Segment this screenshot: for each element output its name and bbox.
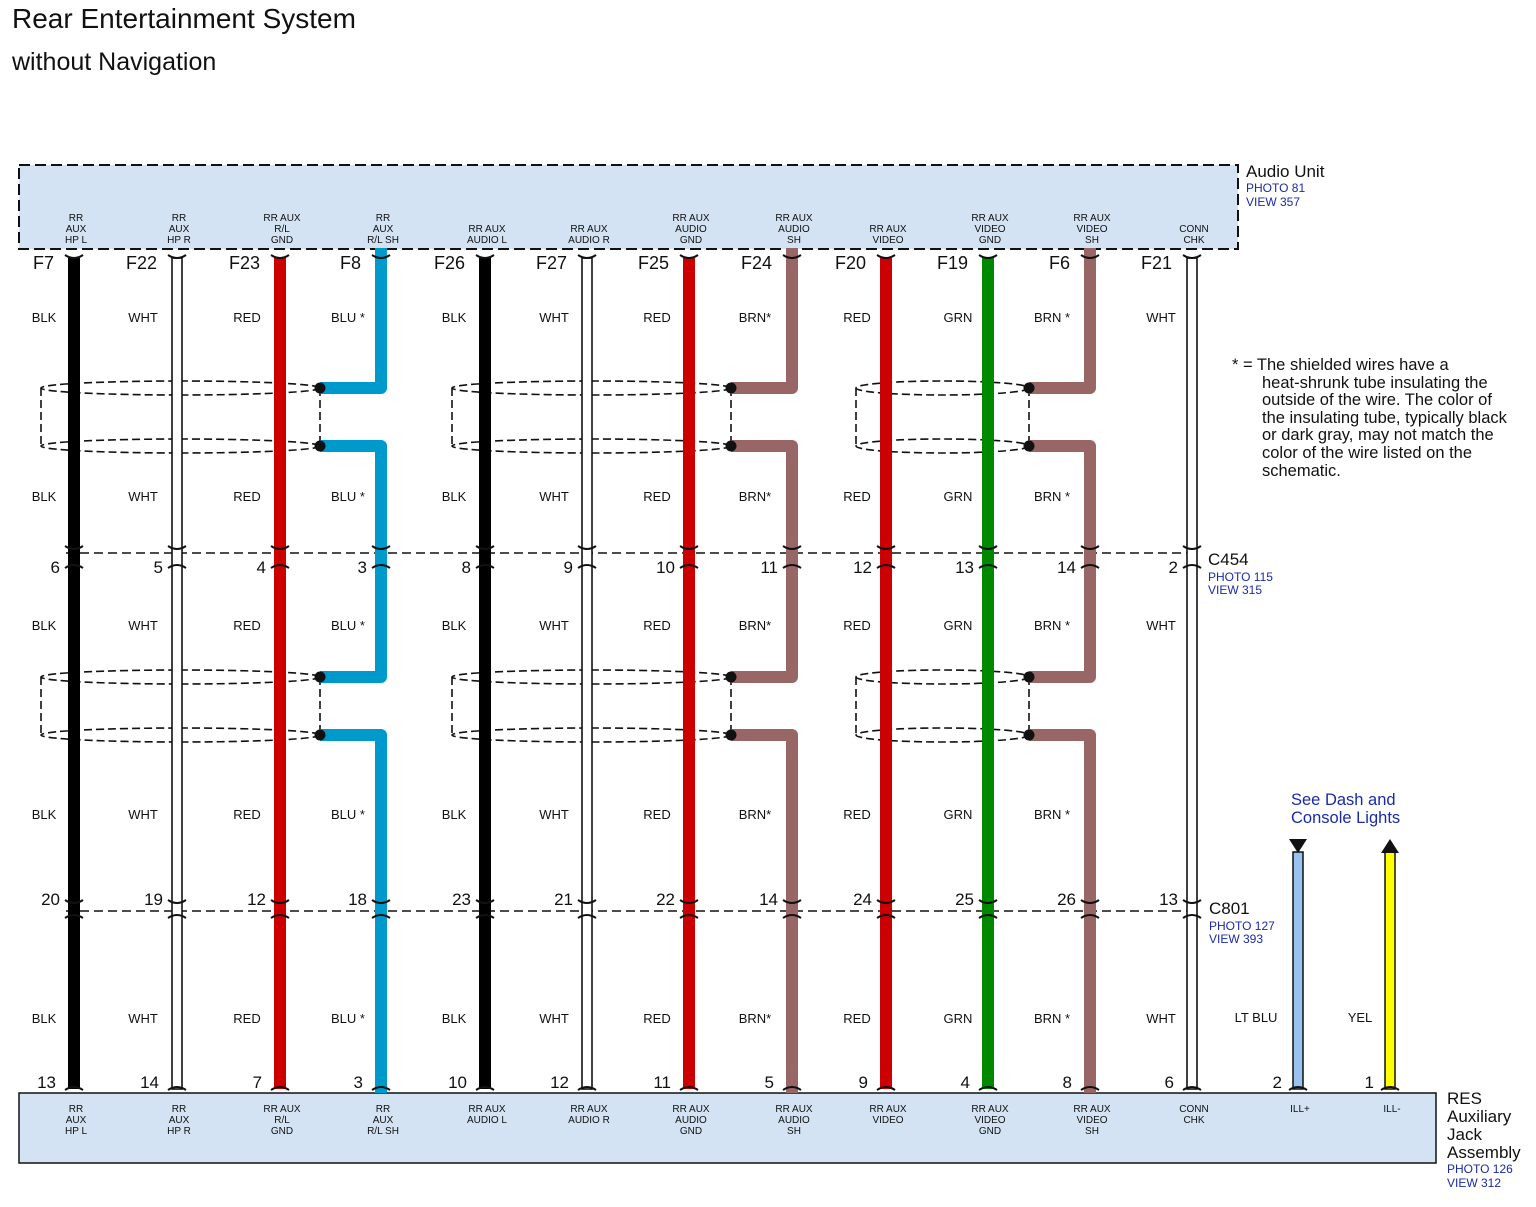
res-pin-label: RR AUX <box>1073 1104 1111 1115</box>
audio-unit-pin-label: AUDIO L <box>466 235 508 246</box>
c454-pin-number: 6 <box>50 558 60 577</box>
shield-drain-dot <box>1024 672 1035 683</box>
wire-color-label: BLU * <box>331 807 365 822</box>
res-pin-number: 4 <box>960 1073 970 1092</box>
audio-unit-pin-label: RR AUX <box>1073 213 1111 224</box>
res-view-ref: VIEW 312 <box>1447 1176 1502 1190</box>
wire-color-label: RED <box>233 310 261 325</box>
wire-wht <box>1187 258 1197 1089</box>
res-pin-label: RR <box>375 1104 391 1115</box>
audio-unit-pin-number: F20 <box>834 253 866 273</box>
page-subtitle: without Navigation <box>12 48 217 76</box>
res-pin-number: 11 <box>653 1073 671 1092</box>
c801-name: C801 <box>1209 899 1250 918</box>
c454-pin-number: 14 <box>1057 558 1076 577</box>
audio-unit-pin-label: VIDEO <box>872 235 904 246</box>
audio-unit-pin-mark <box>877 255 895 258</box>
audio-unit-pin-label: SH <box>787 235 801 246</box>
res-pin-label: RR AUX <box>570 1104 608 1115</box>
audio-unit-pin-label: RR AUX <box>775 213 813 224</box>
note-line: the insulating tube, typically black <box>1262 408 1507 427</box>
wire-color-label: RED <box>643 618 671 633</box>
c801-pin-number: 14 <box>759 890 778 909</box>
res-photo-ref: PHOTO 126 <box>1447 1162 1513 1176</box>
wire-color-label: YEL <box>1347 1010 1373 1025</box>
res-pin-label: GND <box>978 1126 1002 1137</box>
wire-wht <box>172 258 182 1089</box>
res-pin-label: AUDIO R <box>568 1115 610 1126</box>
wire-color-label: WHT <box>128 489 158 504</box>
res-pin-label: AUX <box>168 1115 190 1126</box>
res-assembly-name: RES <box>1447 1089 1482 1108</box>
note-line: or dark gray, may not match the <box>1262 426 1494 445</box>
audio-unit-pin-label: CHK <box>1183 235 1205 246</box>
audio-unit-pin-label: RR AUX <box>263 213 301 224</box>
audio-unit-pin-number: F22 <box>125 253 157 273</box>
wire-color-label: RED <box>843 618 871 633</box>
audio-unit-pin-label: CONN <box>1179 224 1209 235</box>
shield-drain-dot <box>315 672 326 683</box>
c454-pin-number: 11 <box>760 558 778 577</box>
res-pin-label: ILL- <box>1383 1104 1401 1115</box>
audio-unit-pin-label: RR <box>68 213 84 224</box>
c801-view-ref: VIEW 393 <box>1209 932 1264 946</box>
wire-color-label: RED <box>843 310 871 325</box>
audio-unit-pin-number: F6 <box>1048 253 1070 273</box>
wire-color-label: RED <box>233 807 261 822</box>
audio-unit-pin-label: RR <box>375 213 391 224</box>
res-pin-label: RR <box>171 1104 187 1115</box>
c454-pin-number: 12 <box>853 558 872 577</box>
res-pin-label: VIDEO <box>1076 1115 1108 1126</box>
c454-photo-ref: PHOTO 115 <box>1208 570 1273 584</box>
audio-unit-pin-label: RR <box>171 213 187 224</box>
res-pin-label: RR AUX <box>672 1104 710 1115</box>
wire-color-label: WHT <box>539 807 569 822</box>
shield-drain-dot <box>1024 730 1035 741</box>
wire-color-label: BRN* <box>738 310 772 325</box>
wire-color-label: BRN* <box>738 489 772 504</box>
wire-color-label: BLU * <box>331 489 365 504</box>
res-pin-number: 10 <box>448 1073 467 1092</box>
res-pin-label: AUDIO <box>778 1115 810 1126</box>
res-pin-label: AUX <box>372 1115 394 1126</box>
audio-unit-pin-label: R/L SH <box>367 235 399 246</box>
wire-color-label: BRN * <box>1033 310 1071 325</box>
audio-unit-pin-label: GND <box>270 235 294 246</box>
res-pin-label: RR AUX <box>775 1104 813 1115</box>
res-pin-label: ILL+ <box>1290 1104 1310 1115</box>
wire-color-label: BLU * <box>331 618 365 633</box>
res-assembly-name: Auxiliary <box>1447 1107 1512 1126</box>
wire-color-label: BLK <box>31 489 57 504</box>
wire-color-label: WHT <box>128 310 158 325</box>
wire-color-label: BRN* <box>738 807 772 822</box>
res-jack-connector <box>19 1093 1436 1163</box>
c801-pin-number: 21 <box>554 890 573 909</box>
audio-unit-pin-label: AUDIO <box>675 224 707 235</box>
res-pin-label: R/L SH <box>367 1126 399 1137</box>
wire-color-label: GRN <box>943 618 973 633</box>
wire-color-label: BLK <box>31 1011 57 1026</box>
res-pin-label: RR AUX <box>468 1104 506 1115</box>
wire-color-label: WHT <box>539 310 569 325</box>
shield-drain-dot <box>315 730 326 741</box>
wire-color-label: WHT <box>539 1011 569 1026</box>
audio-unit-pin-label: AUX <box>65 224 87 235</box>
shield-drain-dot <box>726 441 737 452</box>
c454-pin-number: 9 <box>563 558 573 577</box>
c454-pin-number: 5 <box>153 558 163 577</box>
shield-drain-dot <box>726 730 737 741</box>
c801-pin-number: 25 <box>955 890 974 909</box>
c801-pin-number: 12 <box>247 890 266 909</box>
wire-color-label: RED <box>233 618 261 633</box>
wire-color-label: WHT <box>128 618 158 633</box>
audio-unit-pin-number: F8 <box>339 253 361 273</box>
wire-color-label: RED <box>843 489 871 504</box>
audio-unit-pin-label: RR AUX <box>869 224 907 235</box>
audio-unit-name: Audio Unit <box>1246 162 1325 181</box>
wire-color-label: BRN * <box>1033 1011 1071 1026</box>
wire-lt-blu <box>1293 852 1303 1089</box>
audio-unit-pin-mark <box>168 255 186 258</box>
shield-drain-dot <box>726 672 737 683</box>
audio-unit-pin-label: VIDEO <box>1076 224 1108 235</box>
wire-color-label: BLK <box>31 618 57 633</box>
wire-color-label: GRN <box>943 807 973 822</box>
wire-color-label: BLK <box>31 807 57 822</box>
audio-unit-pin-number: F23 <box>228 253 260 273</box>
wire-color-label: RED <box>233 1011 261 1026</box>
c454-pin-number: 13 <box>955 558 974 577</box>
see-dash-console-lights-link: See Dash and <box>1291 791 1396 809</box>
audio-unit-pin-label: VIDEO <box>974 224 1006 235</box>
res-pin-label: GND <box>270 1126 294 1137</box>
c454-pin-number: 2 <box>1168 558 1178 577</box>
res-pin-label: HP R <box>167 1126 191 1137</box>
res-pin-label: VIDEO <box>974 1115 1006 1126</box>
audio-unit-pin-number: F24 <box>740 253 772 273</box>
res-pin-label: CONN <box>1179 1104 1209 1115</box>
wire-color-label: RED <box>643 489 671 504</box>
c801-photo-ref: PHOTO 127 <box>1209 919 1275 933</box>
wire-color-label: BLK <box>441 807 467 822</box>
wire-color-label: BRN * <box>1033 618 1071 633</box>
wire-color-label: WHT <box>539 618 569 633</box>
shield-drain-dot <box>726 383 737 394</box>
c801-pin-number: 22 <box>656 890 675 909</box>
wire-color-label: BRN * <box>1033 807 1071 822</box>
shield-drain-dot <box>1024 383 1035 394</box>
res-pin-number: 5 <box>764 1073 774 1092</box>
c801-pin-number: 23 <box>452 890 471 909</box>
audio-unit-connector <box>19 165 1238 249</box>
wire-brn-shield <box>1029 735 1090 1093</box>
wire-color-label: WHT <box>539 489 569 504</box>
wire-color-label: RED <box>233 489 261 504</box>
audio-unit-pin-label: RR AUX <box>971 213 1009 224</box>
res-pin-label: CHK <box>1183 1115 1205 1126</box>
audio-unit-pin-mark <box>271 255 289 258</box>
res-pin-label: AUX <box>65 1115 87 1126</box>
res-pin-label: RR <box>68 1104 84 1115</box>
shielded-wire-note <box>1232 357 1532 480</box>
page-title: Rear Entertainment System <box>12 3 356 34</box>
note-line: outside of the wire. The color of <box>1262 391 1492 410</box>
audio-unit-pin-label: AUX <box>372 224 394 235</box>
wire-color-label: BLK <box>31 310 57 325</box>
c454-pin-number: 8 <box>461 558 471 577</box>
c801-pin-number: 19 <box>144 890 163 909</box>
wire-color-label: WHT <box>128 1011 158 1026</box>
audio-unit-pin-label: AUDIO <box>778 224 810 235</box>
res-pin-number: 12 <box>550 1073 569 1092</box>
res-pin-label: GND <box>679 1126 703 1137</box>
wire-brn-shield <box>731 735 792 1093</box>
audio-unit-pin-number: F21 <box>1140 253 1172 273</box>
res-pin-label: AUDIO <box>675 1115 707 1126</box>
wire-color-label: RED <box>643 310 671 325</box>
wire-color-label: LT BLU <box>1234 1010 1278 1025</box>
audio-unit-pin-number: F25 <box>637 253 669 273</box>
note-line: schematic. <box>1262 461 1341 480</box>
res-pin-label: R/L <box>274 1115 290 1126</box>
res-pin-number: 14 <box>140 1073 159 1092</box>
res-assembly-name: Assembly <box>1447 1143 1521 1162</box>
wire-yel <box>1385 852 1395 1089</box>
wire-color-label: WHT <box>1146 310 1176 325</box>
audio-unit-pin-label: AUDIO R <box>568 235 610 246</box>
audio-unit-view-ref: VIEW 357 <box>1246 195 1301 209</box>
audio-unit-pin-label: AUX <box>168 224 190 235</box>
wire-color-label: RED <box>843 1011 871 1026</box>
audio-unit-pin-number: F19 <box>936 253 968 273</box>
arrow-up-icon <box>1381 839 1399 853</box>
res-pin-label: RR AUX <box>971 1104 1009 1115</box>
res-pin-label: RR AUX <box>869 1104 907 1115</box>
shield-drain-dot <box>315 383 326 394</box>
wire-blu-shield <box>320 446 381 677</box>
c454-name: C454 <box>1208 550 1249 569</box>
audio-unit-pin-label: RR AUX <box>672 213 710 224</box>
res-pin-number: 7 <box>252 1073 262 1092</box>
wire-wht <box>582 258 592 1089</box>
wire-blu-shield <box>320 735 381 1093</box>
wire-color-label: BRN* <box>738 1011 772 1026</box>
wire-color-label: GRN <box>943 310 973 325</box>
res-assembly-name: Jack <box>1447 1125 1482 1144</box>
audio-unit-pin-label: R/L <box>274 224 290 235</box>
wire-color-label: GRN <box>943 489 973 504</box>
wire-color-label: BLK <box>441 310 467 325</box>
wire-color-label: GRN <box>943 1011 973 1026</box>
audio-unit-pin-mark <box>476 255 494 258</box>
res-pin-number: 9 <box>858 1073 868 1092</box>
c454-pin-number: 3 <box>357 558 367 577</box>
audio-unit-pin-mark <box>578 255 596 258</box>
wire-color-label: WHT <box>1146 618 1176 633</box>
c801-pin-number: 24 <box>853 890 872 909</box>
c801-pin-number: 13 <box>1159 890 1178 909</box>
res-pin-number: 13 <box>37 1073 56 1092</box>
arrow-down-icon <box>1289 839 1307 853</box>
c454-view-ref: VIEW 315 <box>1208 583 1263 597</box>
wire-color-label: BRN * <box>1033 489 1071 504</box>
audio-unit-photo-ref: PHOTO 81 <box>1246 181 1306 195</box>
wire-color-label: WHT <box>1146 1011 1176 1026</box>
res-pin-number: 2 <box>1272 1073 1282 1092</box>
wire-color-label: BRN* <box>738 618 772 633</box>
res-pin-number: 8 <box>1062 1073 1072 1092</box>
c801-pin-number: 26 <box>1057 890 1076 909</box>
wire-color-label: BLK <box>441 1011 467 1026</box>
audio-unit-pin-mark <box>65 255 83 258</box>
c801-pin-number: 20 <box>41 890 60 909</box>
audio-unit-pin-label: GND <box>679 235 703 246</box>
res-pin-number: 1 <box>1364 1073 1374 1092</box>
res-pin-label: RR AUX <box>263 1104 301 1115</box>
audio-unit-pin-number: F27 <box>535 253 567 273</box>
see-dash-console-lights-link: Console Lights <box>1291 809 1401 827</box>
audio-unit-pin-label: HP R <box>167 235 191 246</box>
res-pin-label: SH <box>1085 1126 1099 1137</box>
c454-pin-number: 4 <box>256 558 266 577</box>
note-line: color of the wire listed on the <box>1262 443 1473 462</box>
wire-color-label: BLU * <box>331 1011 365 1026</box>
res-pin-number: 6 <box>1164 1073 1174 1092</box>
shield-drain-dot <box>315 441 326 452</box>
wire-color-label: BLK <box>441 618 467 633</box>
wire-color-label: RED <box>643 807 671 822</box>
res-pin-label: VIDEO <box>872 1115 904 1126</box>
shield-drain-dot <box>1024 441 1035 452</box>
audio-unit-pin-number: F7 <box>32 253 54 273</box>
wire-color-label: RED <box>643 1011 671 1026</box>
note-first-line: * = The shielded wires have a <box>1232 356 1449 374</box>
res-pin-label: HP L <box>64 1126 88 1137</box>
audio-unit-pin-mark <box>1183 255 1201 258</box>
res-pin-label: AUDIO L <box>466 1115 508 1126</box>
c454-pin-number: 10 <box>656 558 675 577</box>
audio-unit-pin-number: F26 <box>433 253 465 273</box>
res-pin-number: 3 <box>353 1073 363 1092</box>
wire-color-label: BLK <box>441 489 467 504</box>
audio-unit-pin-label: GND <box>978 235 1002 246</box>
audio-unit-pin-label: SH <box>1085 235 1099 246</box>
audio-unit-pin-label: RR AUX <box>468 224 506 235</box>
res-pin-label: SH <box>787 1126 801 1137</box>
wire-color-label: RED <box>843 807 871 822</box>
audio-unit-pin-label: HP L <box>64 235 88 246</box>
audio-unit-pin-mark <box>979 255 997 258</box>
audio-unit-pin-label: RR AUX <box>570 224 608 235</box>
wire-color-label: WHT <box>128 807 158 822</box>
note-line: heat-shrunk tube insulating the <box>1262 373 1488 392</box>
c801-pin-number: 18 <box>348 890 367 909</box>
audio-unit-pin-mark <box>680 255 698 258</box>
wire-color-label: BLU * <box>331 310 365 325</box>
